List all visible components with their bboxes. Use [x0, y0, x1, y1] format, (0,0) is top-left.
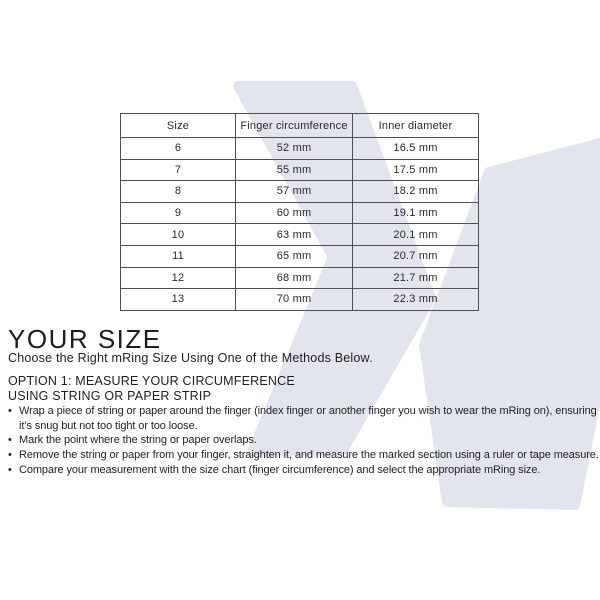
circumference-cell: 63 mm	[236, 224, 353, 246]
header-size: Size	[121, 114, 236, 138]
list-item-text: Wrap a piece of string or paper around the finger (index finger or another finger you wish to wear the mRing on), ensuring it’s snug but not too tight or too loose.	[19, 405, 597, 432]
size-cell: 6	[121, 138, 236, 160]
table-row	[121, 224, 479, 246]
size-cell: 11	[121, 245, 236, 267]
circumference-cell: 68 mm	[236, 267, 353, 289]
option-1-heading-line1: OPTION 1: MEASURE YOUR CIRCUMFERENCE	[8, 374, 295, 388]
diameter-cell: 18.2 mm	[353, 181, 479, 203]
circumference-cell: 60 mm	[236, 202, 353, 224]
table-header-row	[121, 114, 479, 138]
diameter-cell: 19.1 mm	[353, 202, 479, 224]
size-cell: 9	[121, 202, 236, 224]
size-chart	[120, 113, 479, 311]
circumference-cell: 65 mm	[236, 245, 353, 267]
size-cell: 10	[121, 224, 236, 246]
size-cell: 12	[121, 267, 236, 289]
list-item	[8, 404, 600, 433]
table-row	[121, 267, 479, 289]
bullet-icon: •	[8, 434, 12, 447]
list-item-text: Compare your measurement with the size chart (finger circumference) and select the appropriate mRing size.	[19, 463, 541, 476]
header-circumference: Finger circumference	[236, 114, 353, 138]
circumference-cell: 70 mm	[236, 289, 353, 311]
circumference-cell: 57 mm	[236, 181, 353, 203]
option-1-heading	[8, 374, 295, 404]
bullet-icon: •	[8, 463, 12, 476]
table-row	[121, 289, 479, 311]
bullet-icon: •	[8, 449, 12, 462]
diameter-cell: 22.3 mm	[353, 289, 479, 311]
list-item	[8, 448, 600, 463]
circumference-cell: 52 mm	[236, 138, 353, 160]
instructions-list	[8, 404, 600, 478]
size-cell: 7	[121, 159, 236, 181]
header-diameter: Inner diameter	[353, 114, 479, 138]
list-item-text: Mark the point where the string or paper overlaps.	[19, 434, 257, 447]
table-row	[121, 202, 479, 224]
circumference-cell: 55 mm	[236, 159, 353, 181]
size-cell: 13	[121, 289, 236, 311]
bullet-icon: •	[8, 405, 12, 417]
diameter-cell: 20.7 mm	[353, 245, 479, 267]
diameter-cell: 16.5 mm	[353, 138, 479, 160]
table-row	[121, 245, 479, 267]
table-row	[121, 181, 479, 203]
list-item-text: Remove the string or paper from your finger, straighten it, and measure the marked section using a ruler or tape measure.	[19, 449, 599, 462]
table-row	[121, 138, 479, 160]
option-1-heading-line2: USING STRING OR PAPER STRIP	[8, 389, 212, 403]
list-item	[8, 463, 600, 478]
subtitle: Choose the Right mRing Size Using One of the Methods Below.	[8, 351, 373, 365]
page-title: YOUR SIZE	[8, 324, 162, 354]
list-item	[8, 433, 600, 448]
diameter-cell: 21.7 mm	[353, 267, 479, 289]
diameter-cell: 17.5 mm	[353, 159, 479, 181]
diameter-cell: 20.1 mm	[353, 224, 479, 246]
size-cell: 8	[121, 181, 236, 203]
table-row	[121, 159, 479, 181]
